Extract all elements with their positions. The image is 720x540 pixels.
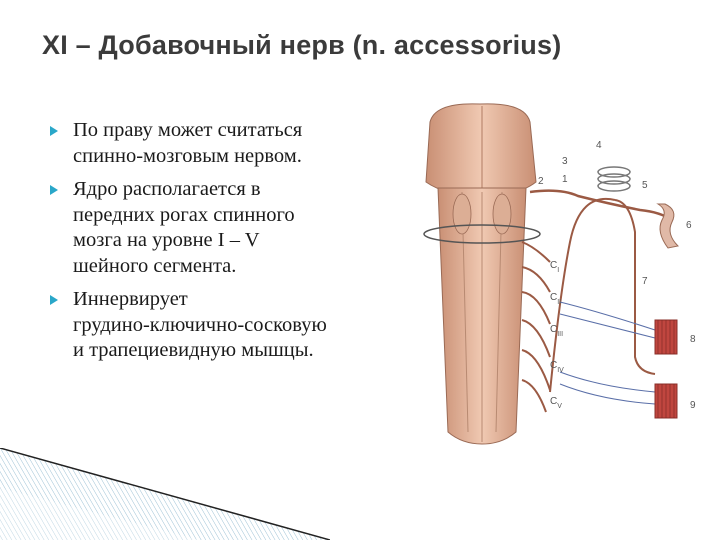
slide-title: XI – Добавочный нерв (n. accessorius) xyxy=(42,30,562,60)
bullet-list xyxy=(46,118,418,372)
brainstem xyxy=(426,104,536,196)
ganglion xyxy=(658,204,678,248)
bullet-line: и трапециевидную мышцы. xyxy=(73,339,314,361)
bullet-line: передних рогах спинного xyxy=(73,203,295,226)
nerve-rootlets xyxy=(522,242,550,412)
figure-label: 4 xyxy=(596,140,602,151)
bullet-item xyxy=(46,118,418,169)
bullet-line: шейного сегмента. xyxy=(73,254,237,277)
figure-label: 6 xyxy=(686,220,692,231)
figure-label: 5 xyxy=(642,180,648,191)
figure-label: 8 xyxy=(690,334,696,345)
bullet-arrow-icon xyxy=(50,295,58,305)
bullet-line: грудино-ключично-сосковую xyxy=(73,313,327,336)
segment-label: $C_{III}$ xyxy=(550,324,564,338)
nerve-lines xyxy=(560,302,655,404)
bullet-arrow-icon xyxy=(50,126,58,136)
bullet-line: Иннервирует xyxy=(73,288,188,310)
figure-label: 9 xyxy=(690,400,696,411)
bullet-line: мозга на уровне I – V xyxy=(73,229,260,251)
bullet-line: По праву может считаться xyxy=(73,119,303,141)
jugular-coil xyxy=(598,167,630,191)
bullet-line: спинно-мозговым нервом. xyxy=(73,144,302,167)
segment-label: $C_V$ xyxy=(550,396,562,410)
segment-label: $C_I$ xyxy=(550,260,560,274)
figure-label: 2 xyxy=(538,176,544,187)
bullet-item xyxy=(46,177,418,279)
segment-label: $C_{IV}$ xyxy=(550,360,564,374)
bullet-item xyxy=(46,287,418,364)
accessory-nerve-illustration xyxy=(410,92,710,450)
figure-label: 1 xyxy=(562,174,568,185)
segment-label: $C_{II}$ xyxy=(550,292,562,306)
figure-label: 3 xyxy=(562,156,568,167)
accessory-nerve-trunk xyxy=(530,191,672,220)
bullet-arrow-icon xyxy=(50,185,58,195)
decorative-corner xyxy=(0,448,330,540)
bullet-line: Ядро располагается в xyxy=(73,178,261,200)
figure-label: 7 xyxy=(642,276,648,287)
